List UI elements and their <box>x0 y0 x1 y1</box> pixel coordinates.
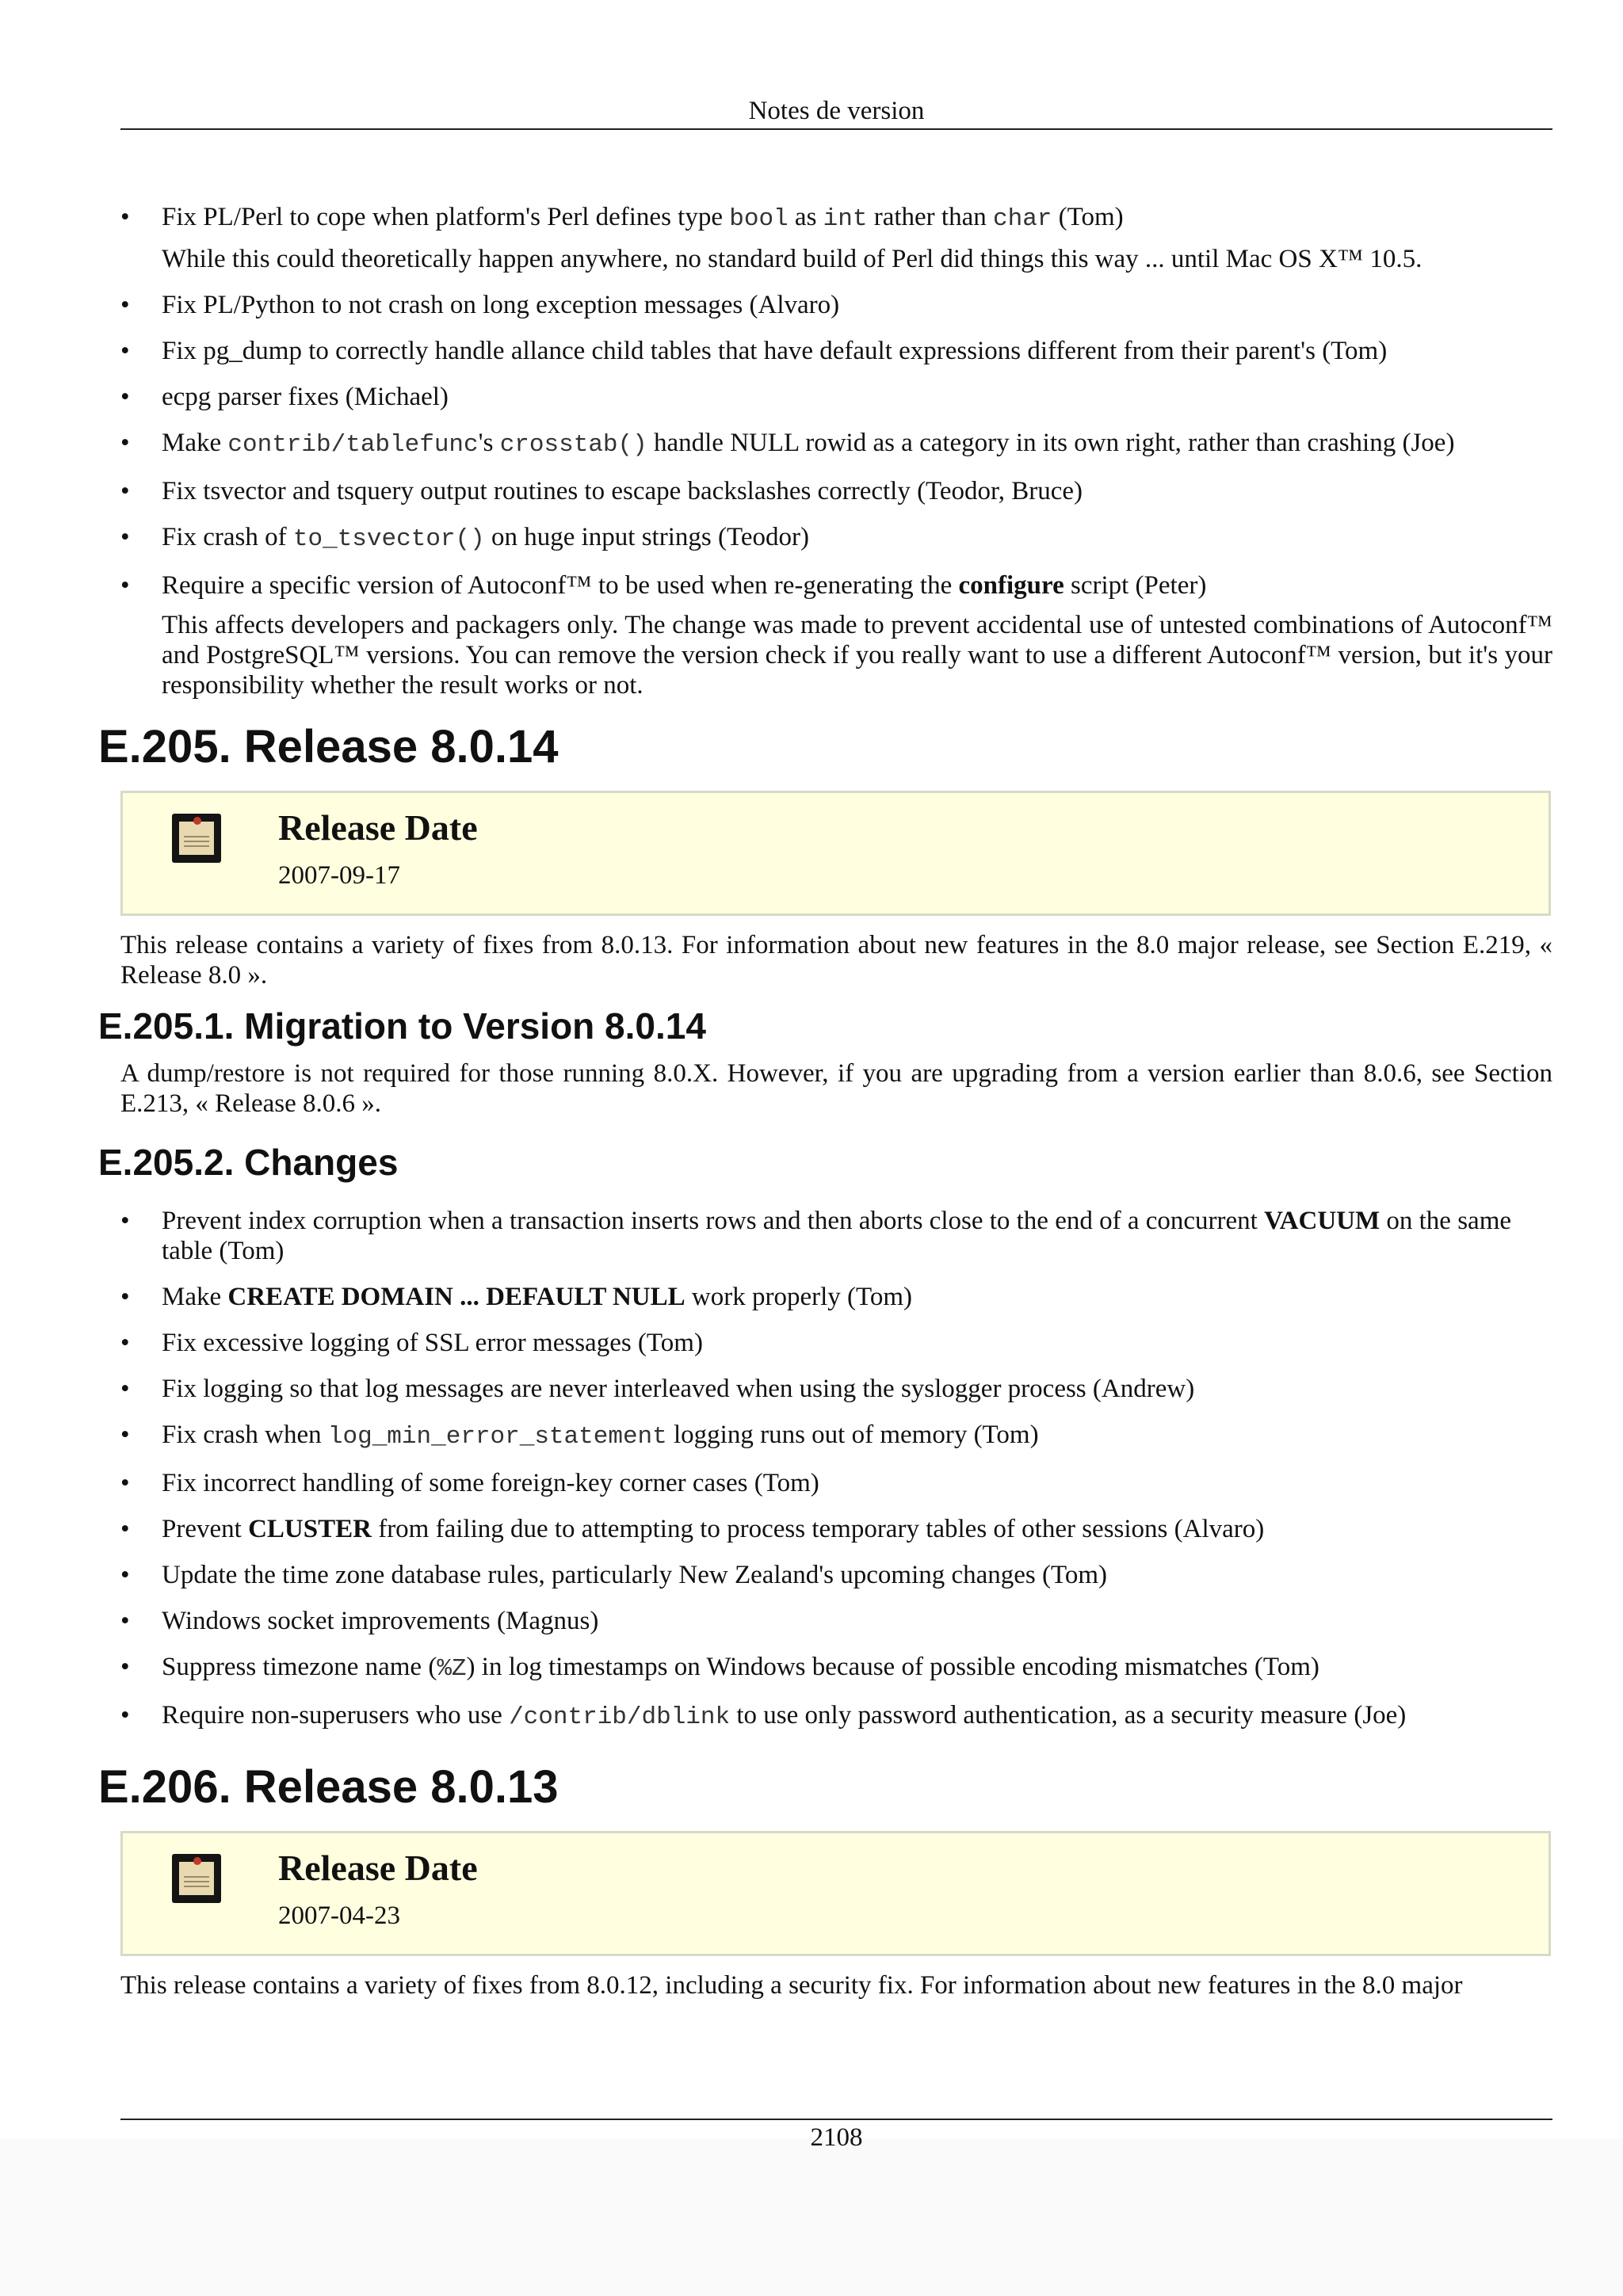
list-item <box>98 476 1552 506</box>
inline-text: from failing due to attempting to process temporary tables of other sessions (Alvaro) <box>371 1515 1265 1543</box>
list-item <box>98 1374 1552 1404</box>
list-item <box>98 1652 1552 1684</box>
list-item <box>98 570 1552 700</box>
list-item-text <box>162 1282 1552 1312</box>
inline-text: Fix pg_dump to correctly handle allance child tables that have default expressions different from their parent's (Tom) <box>162 337 1388 365</box>
list-item-text <box>162 1468 1552 1498</box>
release-date: 2007-04-23 <box>278 1901 400 1930</box>
inline-text: (Tom) <box>1052 203 1124 231</box>
list-item-detail: While this could theoretically happen anywhere, no standard build of Perl did things this way ... until Mac OS X™ 10.5. <box>162 245 1423 273</box>
inline-code: char <box>993 205 1052 233</box>
list-item-text <box>162 476 1552 506</box>
inline-text: Require a specific version of Autoconf™ to be used when re-generating the <box>162 571 959 600</box>
release-date-note <box>120 791 1551 916</box>
inline-text: Make <box>162 429 228 457</box>
subsection-heading-changes: E.205.2. Changes <box>98 1142 399 1183</box>
inline-text: script (Peter) <box>1064 571 1207 600</box>
inline-text: Prevent <box>162 1515 249 1543</box>
list-item <box>98 522 1552 555</box>
inline-text: to use only password authentication, as a security measure (Joe) <box>730 1701 1407 1730</box>
inline-text: on huge input strings (Teodor) <box>484 523 809 551</box>
inline-command: CREATE DOMAIN ... DEFAULT NULL <box>227 1283 685 1311</box>
inline-command: configure <box>958 571 1064 600</box>
inline-code: %Z <box>437 1655 467 1683</box>
list-item <box>98 1282 1552 1312</box>
list-item-text <box>162 1560 1552 1590</box>
inline-text: work properly (Tom) <box>685 1283 913 1311</box>
migration-text: A dump/restore is not required for those running 8.0.X. However, if you are upgrading from a version earlier than 8.0.6, see Section E.213, « Release 8.0.6 ». <box>120 1059 1552 1118</box>
inline-text: logging runs out of memory (Tom) <box>666 1421 1039 1449</box>
inline-text: Update the time zone database rules, particularly New Zealand's upcoming changes (Tom) <box>162 1561 1108 1589</box>
inline-code: bool <box>729 205 789 233</box>
inline-text: ) in log timestamps on Windows because of possible encoding mismatches (Tom) <box>466 1653 1319 1681</box>
list-item-detail: This affects developers and packagers only. The change was made to prevent accidental use of untested combinations of Autoconf™ and PostgreSQL™ versions. You can remove the version check if you really want to use a different Autoconf™ version, but it's your responsibility whether the result works or not. <box>162 611 1552 700</box>
inline-text: Fix tsvector and tsquery output routines to escape backslashes correctly (Teodor, Bruce) <box>162 477 1083 505</box>
release-date: 2007-09-17 <box>278 861 400 890</box>
inline-text: Fix crash when <box>162 1421 328 1449</box>
inline-text: 's <box>478 429 500 457</box>
list-item-text <box>162 1420 1552 1452</box>
running-header: Notes de version <box>120 93 1552 130</box>
list-item <box>98 1468 1552 1498</box>
intro-bullet-list <box>98 202 1552 700</box>
page-background-bottom <box>0 2139 1623 2296</box>
list-item-text <box>162 570 1552 601</box>
list-item-text <box>162 202 1552 235</box>
inline-code: to_tsvector() <box>292 525 485 553</box>
list-item-text <box>162 336 1552 366</box>
inline-text: Require non-superusers who use <box>162 1701 510 1730</box>
inline-text: Suppress timezone name ( <box>162 1653 437 1681</box>
section-intro-e206: This release contains a variety of fixes from 8.0.12, including a security fix. For information about new features in the 8.0 major <box>120 1971 1463 2000</box>
inline-command: CLUSTER <box>248 1515 372 1543</box>
note-icon <box>172 814 221 863</box>
list-item-text <box>162 290 1552 320</box>
section-heading-e206: E.206. Release 8.0.13 <box>98 1761 559 1813</box>
inline-code: contrib/tablefunc <box>227 431 479 459</box>
release-date-note <box>120 1831 1551 1956</box>
list-item <box>98 1700 1552 1733</box>
list-item-text <box>162 428 1552 460</box>
inline-text: Prevent index corruption when a transaction inserts rows and then aborts close to the end of a concurrent <box>162 1207 1265 1235</box>
inline-code: int <box>823 205 868 233</box>
inline-code: log_min_error_statement <box>327 1423 667 1451</box>
list-item <box>98 1606 1552 1636</box>
changes-bullet-list <box>98 1206 1552 1733</box>
list-item <box>98 1328 1552 1358</box>
page-content <box>98 202 1552 2010</box>
inline-text: Make <box>162 1283 228 1311</box>
list-item <box>98 1514 1552 1544</box>
subsection-heading-migration: E.205.1. Migration to Version 8.0.14 <box>98 1005 706 1047</box>
list-item-text <box>162 1206 1552 1266</box>
list-item-text <box>162 1700 1552 1733</box>
list-item <box>98 202 1552 274</box>
list-item <box>98 428 1552 460</box>
inline-text: ecpg parser fixes (Michael) <box>162 383 449 411</box>
note-icon <box>172 1854 221 1903</box>
note-title: Release Date <box>278 807 478 848</box>
list-item <box>98 290 1552 320</box>
list-item-text <box>162 1606 1552 1636</box>
inline-text: as <box>788 203 823 231</box>
inline-text: Fix excessive logging of SSL error messages (Tom) <box>162 1329 703 1357</box>
list-item-text <box>162 382 1552 412</box>
list-item-text <box>162 1514 1552 1544</box>
list-item <box>98 1560 1552 1590</box>
list-item-text <box>162 522 1552 555</box>
inline-text: Fix logging so that log messages are never interleaved when using the syslogger process (Andrew) <box>162 1375 1195 1403</box>
inline-text: Fix PL/Perl to cope when platform's Perl defines type <box>162 203 730 231</box>
section-intro-e205: This release contains a variety of fixes from 8.0.13. For information about new features in the 8.0 major release, see Section E.219, « Release 8.0 ». <box>120 931 1552 990</box>
list-item <box>98 336 1552 366</box>
page-number: 2108 <box>120 2119 1552 2155</box>
inline-text: Fix crash of <box>162 523 293 551</box>
inline-text: rather than <box>867 203 993 231</box>
inline-code: /contrib/dblink <box>509 1703 731 1731</box>
section-heading-e205: E.205. Release 8.0.14 <box>98 721 559 772</box>
inline-text: handle NULL rowid as a category in its own right, rather than crashing (Joe) <box>647 429 1455 457</box>
inline-text: Fix incorrect handling of some foreign-key corner cases (Tom) <box>162 1469 819 1497</box>
inline-code: crosstab() <box>499 431 647 459</box>
list-item <box>98 1206 1552 1266</box>
note-title: Release Date <box>278 1848 478 1888</box>
inline-text: Windows socket improvements (Magnus) <box>162 1607 599 1635</box>
list-item <box>98 382 1552 412</box>
inline-text: Fix PL/Python to not crash on long exception messages (Alvaro) <box>162 291 840 319</box>
list-item-text <box>162 1652 1552 1684</box>
inline-command: VACUUM <box>1264 1207 1381 1235</box>
list-item-text <box>162 1374 1552 1404</box>
list-item-text <box>162 1328 1552 1358</box>
list-item <box>98 1420 1552 1452</box>
inline-text: on the same table (Tom) <box>162 1207 1512 1265</box>
